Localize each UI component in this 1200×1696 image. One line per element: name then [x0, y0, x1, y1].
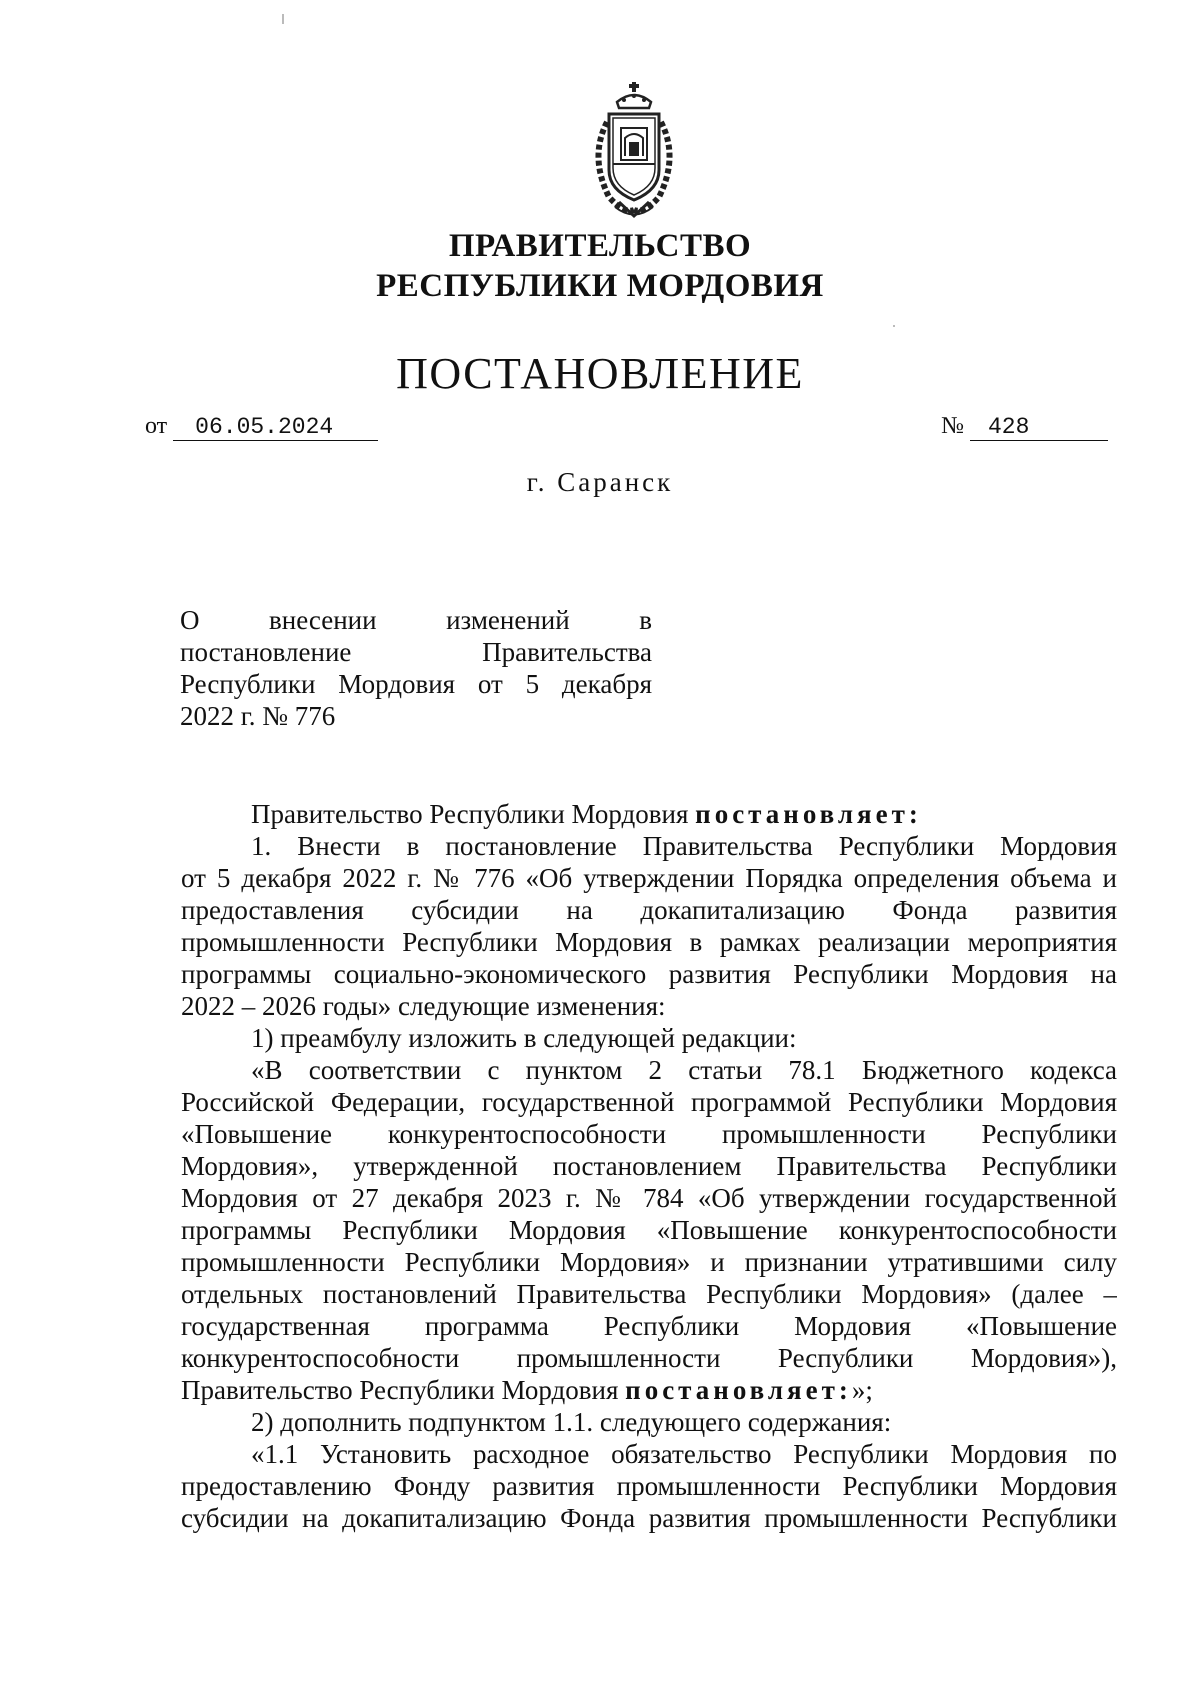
- body-line-text: Правительство Республики Мордовия: [181, 1375, 626, 1405]
- resolution-word: постановляет:: [695, 799, 922, 829]
- number-value: 428: [970, 414, 1108, 441]
- body-line: предоставлению Фонду развития промышленности Республики Мордовия: [181, 1471, 1117, 1501]
- coat-of-arms-emblem: [579, 82, 689, 222]
- body-line-tail: »;: [851, 1375, 873, 1405]
- subject-line: О внесении изменений в: [180, 605, 652, 635]
- subject-line: 2022 г. № 776: [180, 701, 336, 731]
- subject-line: Республики Мордовия от 5 декабря: [180, 669, 652, 699]
- body-line: Российской Федерации, государственной программой Республики Мордовия: [181, 1087, 1117, 1117]
- number-row: [941, 413, 1108, 441]
- body-line-text: Правительство Республики Мордовия: [251, 799, 696, 829]
- body-line: предоставления субсидии на докапитализацию Фонда развития: [181, 895, 1117, 925]
- date-label: от: [145, 413, 168, 439]
- body-line: промышленности Республики Мордовия» и признании утратившими силу: [181, 1247, 1117, 1277]
- document-type: ПОСТАНОВЛЕНИЕ: [396, 349, 804, 398]
- body-line: 2) дополнить подпунктом 1.1. следующего содержания:: [251, 1407, 892, 1437]
- body-line: программы Республики Мордовия «Повышение конкурентоспособности: [181, 1215, 1117, 1245]
- scan-mark: [282, 14, 284, 24]
- body-line: 1) преамбулу изложить в следующей редакции:: [251, 1023, 797, 1053]
- organization-name-line1: ПРАВИТЕЛЬСТВО: [448, 228, 752, 264]
- date-value: 06.05.2024: [173, 414, 378, 441]
- body-line: конкурентоспособности промышленности Республики Мордовия»),: [181, 1343, 1117, 1373]
- body-line: 1. Внести в постановление Правительства Республики Мордовия: [251, 831, 1117, 861]
- body-line: государственная программа Республики Мордовия «Повышение: [181, 1311, 1117, 1341]
- body-line: промышленности Республики Мордовия в рамках реализации мероприятия: [181, 927, 1117, 957]
- resolution-word: постановляет:: [625, 1375, 852, 1405]
- subject-line: постановление Правительства: [180, 637, 652, 667]
- body-line: «1.1 Установить расходное обязательство Республики Мордовия по: [251, 1439, 1117, 1469]
- body-line: «В соответствии с пунктом 2 статьи 78.1 Бюджетного кодекса: [251, 1055, 1117, 1085]
- body-line: Мордовия от 27 декабря 2023 г. № 784 «Об утверждении государственной: [181, 1183, 1117, 1213]
- body-line: Мордовия», утвержденной постановлением Правительства Республики: [181, 1151, 1117, 1181]
- city: г. Саранск: [526, 467, 674, 497]
- body-line: [181, 798, 1117, 830]
- body-line: от 5 декабря 2022 г. № 776 «Об утверждении Порядка определения объема и: [181, 863, 1117, 893]
- document-subject: [180, 604, 652, 732]
- document-body: [181, 798, 1117, 1534]
- organization-name-line2: РЕСПУБЛИКИ МОРДОВИЯ: [376, 268, 824, 304]
- body-line: программы социально-экономического развития Республики Мордовия на: [181, 959, 1117, 989]
- body-line: 2022 – 2026 годы» следующие изменения:: [181, 991, 666, 1021]
- number-label: №: [941, 413, 964, 439]
- body-line: [181, 1374, 1117, 1406]
- body-line: субсидии на докапитализацию Фонда развития промышленности Республики: [181, 1503, 1117, 1533]
- scan-speck: [893, 325, 895, 327]
- body-line: отдельных постановлений Правительства Республики Мордовия» (далее –: [181, 1279, 1117, 1309]
- body-line: «Повышение конкурентоспособности промышленности Республики: [181, 1119, 1117, 1149]
- date-row: [145, 413, 378, 441]
